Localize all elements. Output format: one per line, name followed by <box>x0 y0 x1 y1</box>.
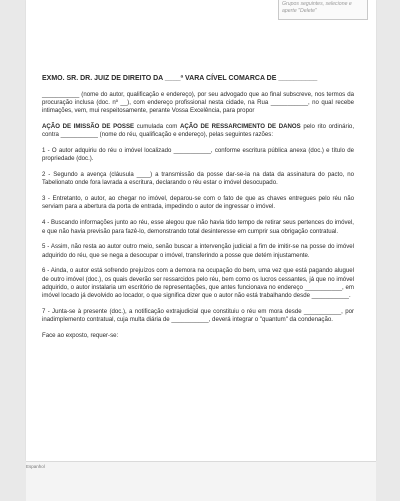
fact-paragraph-3: 3 - Entretanto, o autor, ao chegar no imóvel, deparou-se com o fato de que as chaves entregues pelo réu não serviam para a abertura da porta de entrada, impedindo o autor de ingressar o imóvel. <box>42 195 354 211</box>
action-rest: pelo rito ordinário, contra ___________ (nome do réu, qualificação e endereço), pelas seguintes razões: <box>42 122 355 139</box>
note-line-2: aperte "Delete" <box>282 7 317 14</box>
action-paragraph <box>42 123 354 140</box>
status-bar <box>26 461 376 501</box>
action-title-2: AÇÃO DE RESSARCIMENTO DE DANOS <box>179 122 301 130</box>
document-body[interactable] <box>42 74 354 348</box>
delete-instruction-note <box>278 0 368 20</box>
document-page <box>26 0 376 461</box>
fact-paragraph-6: 6 - Ainda, o autor está sofrendo prejuízos com a demora na ocupação do bem, uma vez que está pagando aluguel de outro imóvel (doc.), os quais deverão ser ressarcidos pelo réu, bem como os lucros cessantes, já que no imóvel adquirido, o autor instalaria um escritório de representações, que antes funcionava no endereço ___________, em imóvel locado já devolvido ao locador, o que significa dizer que o autor não está trabalhando desde ___________. <box>42 267 354 300</box>
note-line-1: Grupos seguintes, selecione e <box>282 1 352 7</box>
fact-paragraph-5: 5 - Assim, não resta ao autor outro meio, senão buscar a intervenção judicial a fim de imitir-se na posse do imóvel adquirido do réu, que se nega a desocupar o imóvel, transferindo a posse que detém injustamente. <box>42 243 354 259</box>
conclusion-paragraph: Face ao exposto, requer-se: <box>42 332 119 340</box>
language-label[interactable]: Espanhol <box>26 464 45 469</box>
plaintiff-paragraph: ___________ (nome do autor, qualificação e endereço), por seu advogado que ao final subscreve, nos termos da procuração inclusa (doc. nº __), com endereço profissional nesta cidade, na Rua ___________, no qual recebe intimações, vem, mui respeitosamente, perante Vossa Excelência, para propor <box>42 90 354 115</box>
fact-paragraph-1: 1 - O autor adquiriu do réu o imóvel localizado ___________, conforme escritura pública anexa (doc.) e título de propriedade (doc.). <box>42 146 354 163</box>
court-heading: EXMO. SR. DR. JUIZ DE DIREITO DA ____ª VARA CÍVEL COMARCA DE __________ <box>42 75 318 82</box>
fact-paragraph-4: 4 - Buscando informações junto ao réu, esse alegou que não havia tido tempo de retirar seus pertences do imóvel, e que não havia previsão para fazê-lo, demonstrando total desinteresse em cumprir sua obrigação contratual. <box>42 219 354 235</box>
fact-paragraph-2: 2 - Segundo a avença (cláusula ____) a transmissão da posse dar-se-ia na data da assinatura do pacto, no Tabelionato onde fora lavrada a escritura, declarando o réu estar o imóvel desocupado. <box>42 171 354 187</box>
fact-paragraph-7: 7 - Junta-se à presente (doc.), a notificação extrajudicial que constituiu o réu em mora desde ___________, por inadimplemento contratual, cuja multa diária de ___________, deverá integrar o "quantum" da condenação. <box>42 308 354 324</box>
action-title-1: AÇÃO DE IMISSÃO DE POSSE <box>42 122 135 130</box>
action-joiner: cumulada com <box>134 122 180 130</box>
